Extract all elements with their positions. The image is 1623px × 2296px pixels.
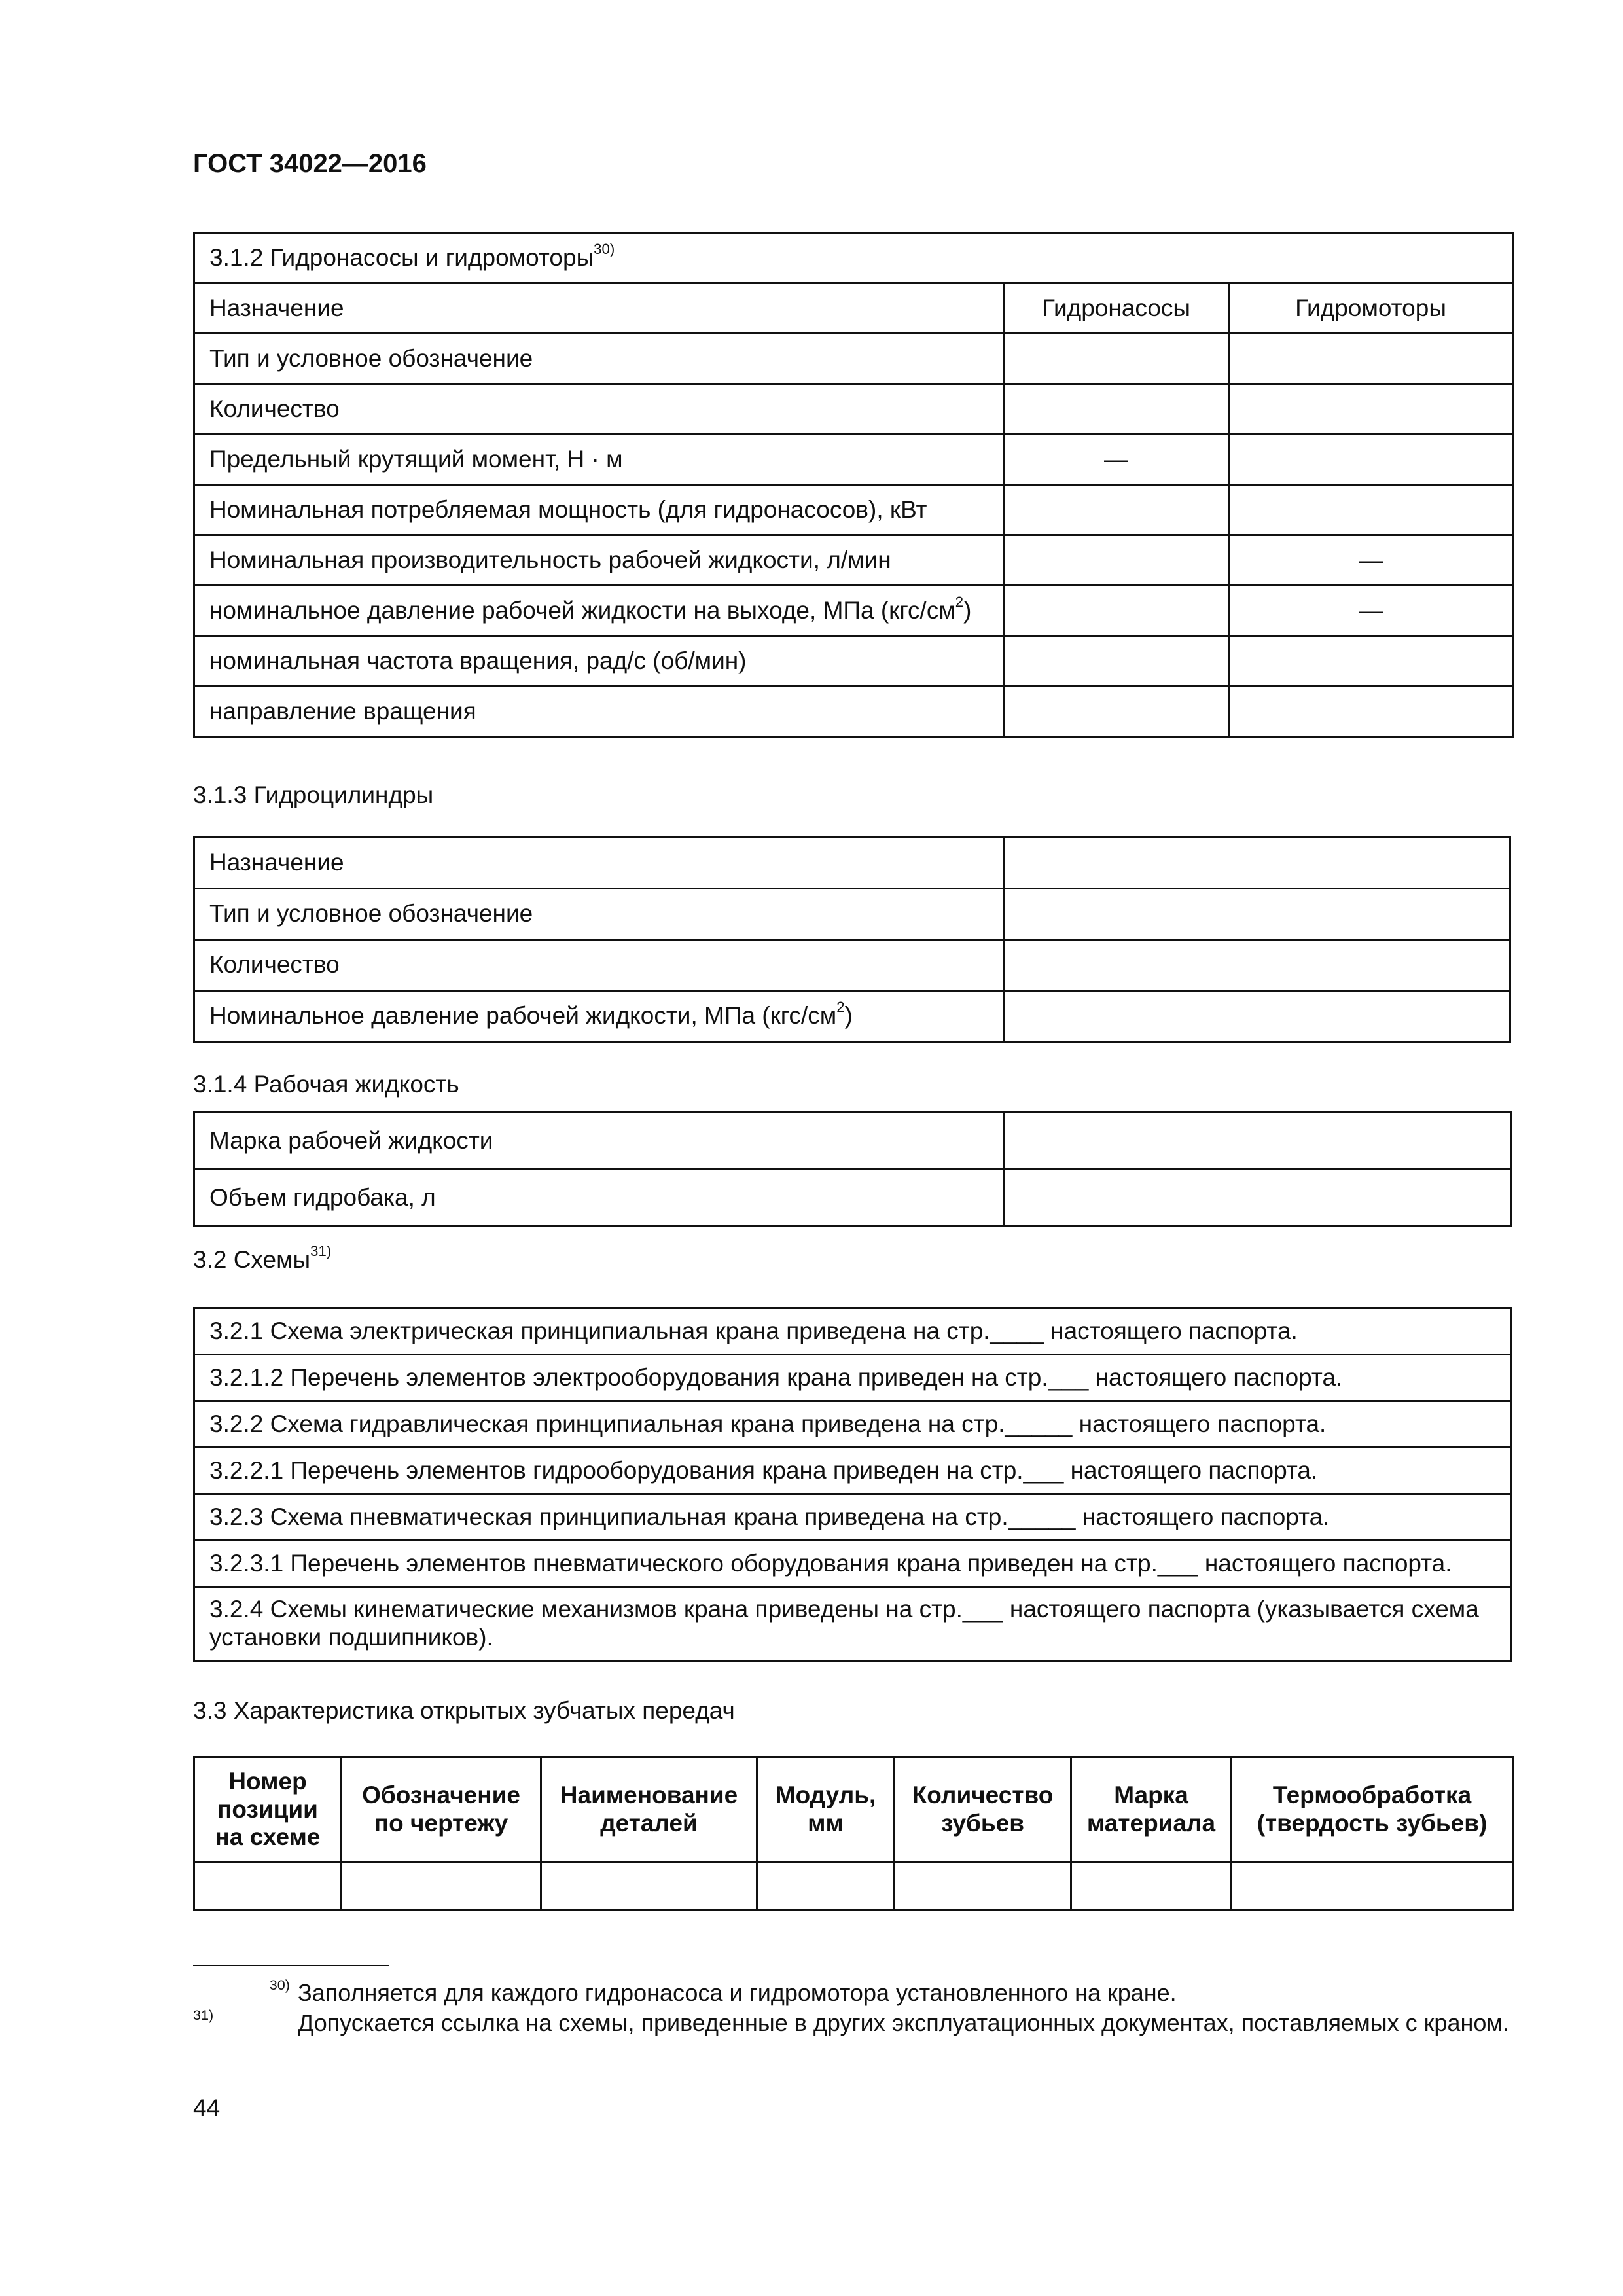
table-row [194, 1355, 1511, 1401]
fluid-table [193, 1111, 1512, 1227]
page-number: 44 [193, 2094, 221, 2121]
value-cell [1071, 1863, 1232, 1910]
motors-value-cell [1229, 485, 1513, 535]
pumps-value-cell [1004, 687, 1229, 737]
header-cell: Количество зубьев [895, 1757, 1071, 1863]
motors-value-cell [1229, 435, 1513, 485]
footnote-ref: 30) [594, 240, 615, 257]
gears-table [193, 1756, 1514, 1911]
header-cell: Марка материала [1071, 1757, 1232, 1863]
value-cell [1004, 889, 1510, 940]
scheme-row: 3.2.4 Схемы кинематические механизмов крана приведены на стр.___ настоящего паспорта (указывается схема установки подшипников). [194, 1587, 1511, 1661]
schemes-table [193, 1307, 1512, 1662]
motors-value-cell: — [1229, 586, 1513, 636]
table-row [194, 1170, 1512, 1227]
table-row [194, 838, 1510, 889]
row-label: Предельный крутящий момент, Н · м [194, 435, 1004, 485]
table-row [194, 889, 1510, 940]
footnote-number: 31) [193, 2006, 214, 2023]
footnote-31 [193, 2008, 1512, 2037]
row-label: Количество [194, 384, 1004, 435]
header-cell: Гидромоторы [1229, 283, 1513, 334]
table-header-row [194, 283, 1513, 334]
row-label: Назначение [194, 838, 1004, 889]
value-cell [1004, 940, 1510, 991]
table-row [194, 1863, 1513, 1910]
row-label: Номинальное давление рабочей жидкости, МПа $(кгс/см^2)$ [194, 991, 1004, 1042]
value-cell [342, 1863, 541, 1910]
row-label: Номинальная производительность рабочей жидкости, л/мин [194, 535, 1004, 586]
header-cell: Термообработка (твердость зубьев) [1232, 1757, 1513, 1863]
table-row [194, 991, 1510, 1042]
table-row [194, 1308, 1511, 1355]
row-label: Номинальная потребляемая мощность (для гидронасосов), кВт [194, 485, 1004, 535]
table-row [194, 384, 1513, 435]
table-row [194, 435, 1513, 485]
table-row [194, 1448, 1511, 1494]
table-row [194, 1494, 1511, 1541]
value-cell [757, 1863, 895, 1910]
document-header: ГОСТ 34022—2016 [193, 149, 427, 178]
row-label: Тип и условное обозначение [194, 334, 1004, 384]
scheme-row: 3.2.3 Схема пневматическая принципиальная крана приведена на стр._____ настоящего паспорта. [194, 1494, 1511, 1541]
value-cell [1004, 1113, 1512, 1170]
table-row [194, 940, 1510, 991]
cylinders-table [193, 836, 1511, 1043]
header-cell: Наименование деталей [541, 1757, 757, 1863]
footnote-30 [193, 1978, 1512, 2007]
footnote-number: 30) [269, 1976, 290, 1993]
scheme-row: 3.2.3.1 Перечень элементов пневматического оборудования крана приведен на стр.___ настоящего паспорта. [194, 1541, 1511, 1587]
header-cell: Обозначение по чертежу [342, 1757, 541, 1863]
motors-value-cell [1229, 636, 1513, 687]
pumps-table-title: 3.1.2 Гидронасосы и гидромоторы$^{30)}$ [194, 233, 1513, 283]
value-cell [895, 1863, 1071, 1910]
pumps-value-cell [1004, 485, 1229, 535]
motors-value-cell: — [1229, 535, 1513, 586]
table-row [194, 485, 1513, 535]
table-header-row [194, 1757, 1513, 1863]
scheme-row: 3.2.2 Схема гидравлическая принципиальная крана приведена на стр._____ настоящего паспорта. [194, 1401, 1511, 1448]
pumps-value-cell: — [1004, 435, 1229, 485]
motors-value-cell [1229, 334, 1513, 384]
scheme-row: 3.2.1.2 Перечень элементов электрооборудования крана приведен на стр.___ настоящего паспорта. [194, 1355, 1511, 1401]
pumps-value-cell [1004, 586, 1229, 636]
table-row [194, 1401, 1511, 1448]
pumps-value-cell [1004, 334, 1229, 384]
row-label: Количество [194, 940, 1004, 991]
footnote-ref: 31) [310, 1243, 332, 1260]
header-cell: Номер позиции на схеме [194, 1757, 342, 1863]
table-row [194, 1587, 1511, 1661]
row-label: направление вращения [194, 687, 1004, 737]
row-label: Тип и условное обозначение [194, 889, 1004, 940]
table-row [194, 586, 1513, 636]
motors-value-cell [1229, 384, 1513, 435]
header-cell: Назначение [194, 283, 1004, 334]
fluid-section-title: 3.1.4 Рабочая жидкость [193, 1071, 459, 1098]
footnote-text: Допускается ссылка на схемы, приведенные в других эксплуатационных документах, поставляемых с краном. [298, 2009, 1510, 2036]
table-row [194, 1113, 1512, 1170]
table-row [194, 687, 1513, 737]
row-label: Марка рабочей жидкости [194, 1113, 1004, 1170]
table-row [194, 636, 1513, 687]
row-label: Объем гидробака, л [194, 1170, 1004, 1227]
table-row [194, 334, 1513, 384]
value-cell [1004, 991, 1510, 1042]
header-cell: Модуль, мм [757, 1757, 895, 1863]
pumps-value-cell [1004, 535, 1229, 586]
schemes-section-title: 3.2 Схемы$^{31)}$ [193, 1243, 332, 1273]
pumps-value-cell [1004, 636, 1229, 687]
value-cell [1004, 838, 1510, 889]
header-cell: Гидронасосы [1004, 283, 1229, 334]
value-cell [194, 1863, 342, 1910]
value-cell [1232, 1863, 1513, 1910]
row-label: номинальное давление рабочей жидкости на выходе, МПа $(кгс/см^2)$ [194, 586, 1004, 636]
pumps-value-cell [1004, 384, 1229, 435]
scheme-row: 3.2.1 Схема электрическая принципиальная крана приведена на стр.____ настоящего паспорта. [194, 1308, 1511, 1355]
table-row [194, 535, 1513, 586]
cylinders-section-title: 3.1.3 Гидроцилиндры [193, 781, 434, 808]
value-cell [541, 1863, 757, 1910]
gears-section-title: 3.3 Характеристика открытых зубчатых передач [193, 1697, 735, 1724]
table-row [194, 1541, 1511, 1587]
row-label: номинальная частота вращения, рад/с (об/мин) [194, 636, 1004, 687]
footnote-separator [193, 1965, 389, 1966]
scheme-row: 3.2.2.1 Перечень элементов гидрооборудования крана приведен на стр.___ настоящего паспорта. [194, 1448, 1511, 1494]
motors-value-cell [1229, 687, 1513, 737]
value-cell [1004, 1170, 1512, 1227]
footnote-text: Заполняется для каждого гидронасоса и гидромотора установленного на кране. [298, 1979, 1177, 2006]
pumps-table [193, 232, 1514, 738]
